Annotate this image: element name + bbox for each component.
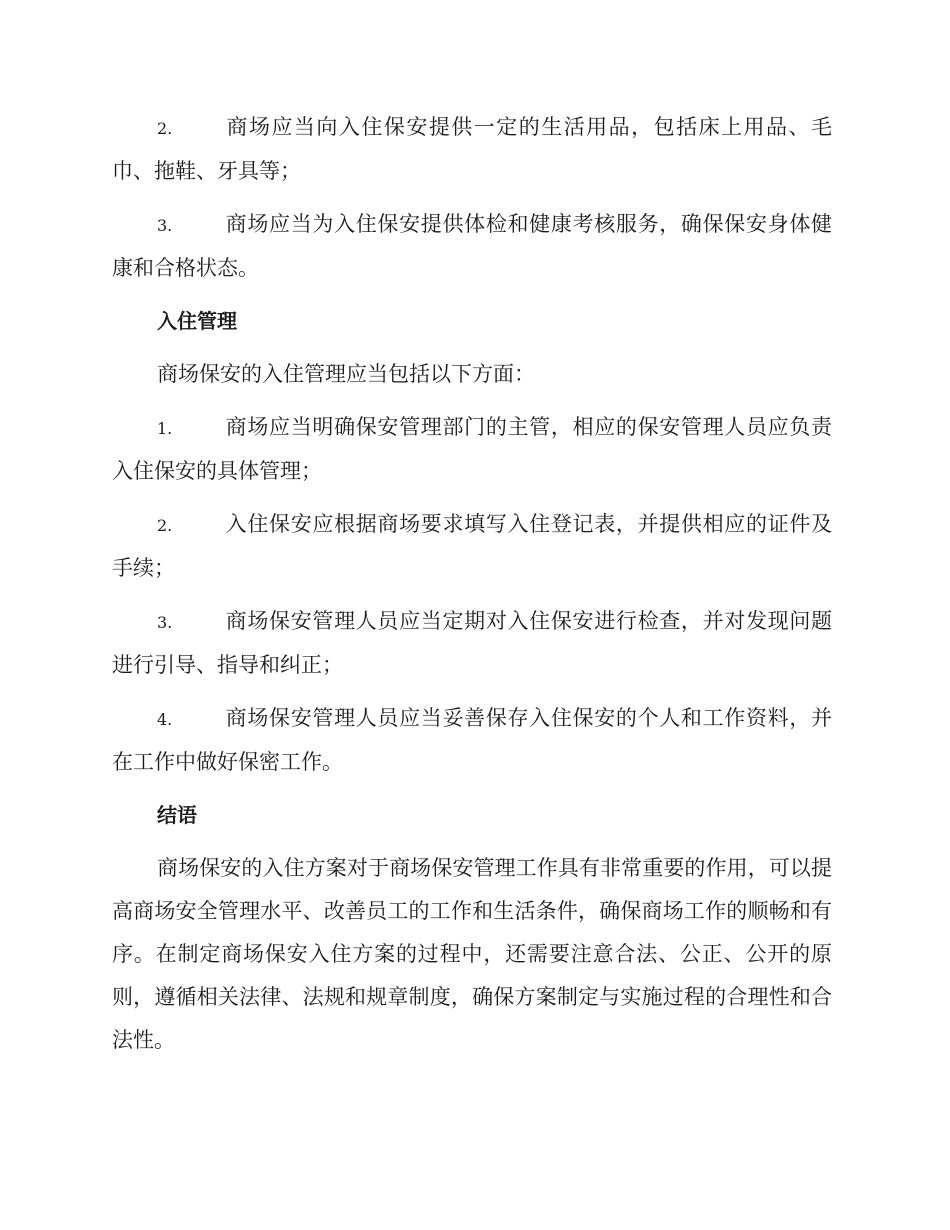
list-item <box>112 503 832 590</box>
list-number: 3. <box>157 216 173 235</box>
list-text: 商场应当向入住保安提供一定的生活用品，包括床上用品、毛巾、拖鞋、牙具等； <box>112 115 832 183</box>
document-page <box>112 106 832 1072</box>
list-text: 入住保安应根据商场要求填写入住登记表，并提供相应的证件及手续； <box>112 512 832 580</box>
intro-paragraph: 商场保安的入住管理应当包括以下方面： <box>157 362 535 386</box>
list-item <box>112 600 832 687</box>
section-heading-checkin-management: 入住管理 <box>157 309 237 333</box>
list-text: 商场应当为入住保安提供体检和健康考核服务，确保保安身体健康和合格状态。 <box>112 212 832 280</box>
list-number: 1. <box>157 419 173 438</box>
list-item <box>112 106 832 193</box>
list-number: 4. <box>157 710 173 729</box>
list-number: 2. <box>157 516 173 535</box>
list-text: 商场保安管理人员应当定期对入住保安进行检查，并对发现问题进行引导、指导和纠正； <box>112 609 832 677</box>
list-item <box>112 697 832 784</box>
list-number: 3. <box>157 613 173 632</box>
list-text: 商场应当明确保安管理部门的主管，相应的保安管理人员应负责入住保安的具体管理； <box>112 415 832 483</box>
list-item <box>112 406 832 493</box>
list-number: 2. <box>157 119 173 138</box>
list-text: 商场保安管理人员应当妥善保存入住保安的个人和工作资料，并在工作中做好保密工作。 <box>112 706 832 774</box>
section-heading-conclusion: 结语 <box>157 803 197 827</box>
list-item <box>112 203 832 290</box>
conclusion-paragraph: 商场保安的入住方案对于商场保安管理工作具有非常重要的作用，可以提高商场安全管理水平、改善员工的工作和生活条件，确保商场工作的顺畅和有序。在制定商场保安入住方案的过程中，还需要注意合法、公正、公开的原则，遵循相关法律、法规和规章制度，确保方案制定与实施过程的合理性和合法性。 <box>112 856 832 1052</box>
